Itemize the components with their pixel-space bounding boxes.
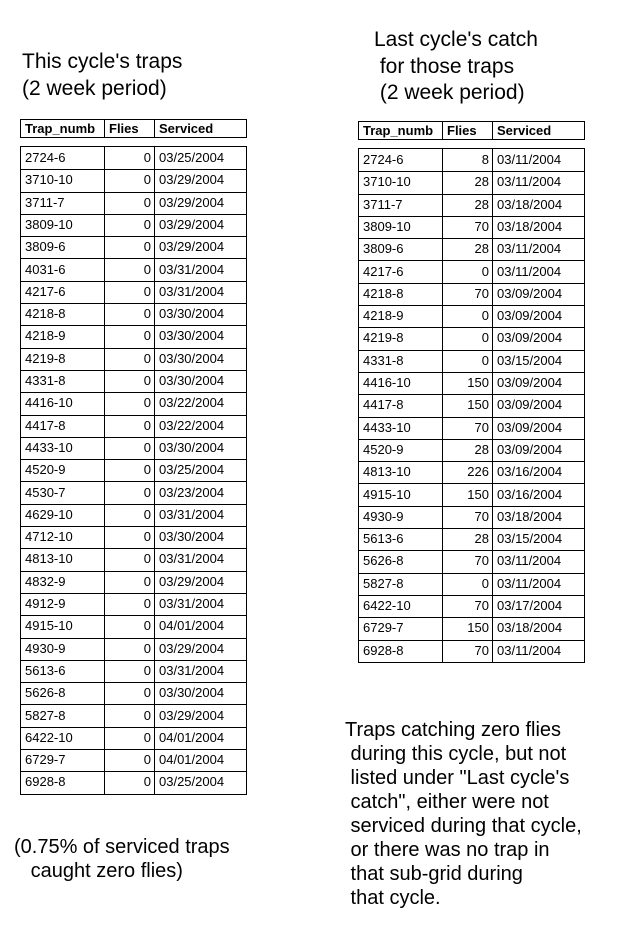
cell-trap: 4416-10 (25, 395, 73, 411)
cell-serviced: 03/31/2004 (159, 261, 225, 277)
table-row (359, 394, 584, 417)
cell-serviced: 03/18/2004 (497, 218, 563, 234)
cell-flies: 0 (143, 596, 151, 611)
cell-serviced: 04/01/2004 (159, 729, 225, 745)
left-table-header (20, 119, 247, 138)
table-row (21, 482, 246, 505)
cell-serviced: 03/09/2004 (497, 375, 563, 390)
cell-flies: 0 (143, 328, 151, 344)
cell-serviced: 03/29/2004 (159, 707, 225, 723)
cell-trap: 4915-10 (25, 618, 73, 634)
cell-serviced: 03/30/2004 (159, 439, 225, 455)
table-row (21, 660, 246, 683)
left-note: (0.75% of serviced traps caught zero flies) (14, 836, 230, 882)
cell-flies: 0 (143, 551, 151, 567)
table-row (21, 415, 246, 438)
cell-trap: 5626-8 (25, 685, 66, 701)
table-row (21, 303, 246, 326)
cell-flies: 0 (143, 150, 151, 165)
table-row (21, 437, 246, 460)
cell-trap: 3711-7 (25, 194, 65, 210)
table-row (21, 593, 246, 616)
cell-serviced: 03/29/2004 (159, 216, 225, 232)
cell-serviced: 03/30/2004 (159, 685, 225, 701)
cell-flies: 0 (481, 575, 489, 591)
cell-trap: 5613-6 (363, 531, 404, 547)
table-row (21, 392, 246, 415)
cell-flies: 0 (143, 417, 151, 433)
cell-trap: 4218-9 (25, 328, 66, 344)
table-row (359, 528, 584, 551)
cell-serviced: 03/29/2004 (159, 573, 225, 589)
cell-flies: 0 (143, 462, 151, 478)
table-row (359, 372, 584, 395)
table-row (359, 327, 584, 350)
table-row (21, 705, 246, 728)
cell-flies: 0 (143, 685, 151, 701)
table-row (359, 550, 584, 573)
table-row (359, 149, 584, 172)
table-row (21, 370, 246, 393)
cell-flies: 70 (474, 598, 489, 613)
table-row (21, 526, 246, 549)
cell-serviced: 03/09/2004 (497, 441, 563, 457)
cell-trap: 5613-6 (25, 662, 66, 678)
cell-serviced: 03/09/2004 (497, 397, 563, 413)
cell-serviced: 03/09/2004 (497, 308, 563, 324)
cell-serviced: 03/16/2004 (497, 464, 563, 480)
cell-flies: 0 (143, 439, 151, 455)
cell-trap: 4813-10 (25, 551, 73, 567)
table-row (21, 504, 246, 527)
cell-serviced: 03/09/2004 (497, 330, 563, 346)
right-table-header-flies: Flies (447, 123, 477, 138)
cell-flies: 0 (143, 283, 151, 299)
cell-trap: 4433-10 (25, 439, 73, 455)
cell-serviced: 03/29/2004 (159, 239, 225, 255)
cell-trap: 2724-6 (25, 150, 66, 165)
cell-serviced: 03/25/2004 (159, 774, 225, 790)
cell-trap: 4832-9 (25, 573, 66, 589)
cell-trap: 4530-7 (25, 484, 66, 500)
cell-flies: 150 (467, 375, 489, 390)
cell-flies: 28 (474, 241, 489, 257)
cell-flies: 0 (143, 529, 151, 545)
cell-flies: 0 (143, 373, 151, 388)
cell-flies: 70 (474, 642, 489, 658)
cell-trap: 3809-10 (25, 216, 73, 232)
table-row (359, 261, 584, 284)
cell-flies: 28 (474, 441, 489, 457)
cell-trap: 3711-7 (363, 196, 403, 212)
right-table-header-serviced: Serviced (497, 123, 552, 138)
cell-flies: 0 (481, 308, 489, 324)
cell-flies: 0 (143, 752, 151, 768)
cell-flies: 0 (143, 618, 151, 634)
cell-trap: 6729-7 (25, 752, 66, 768)
cell-flies: 150 (467, 397, 489, 413)
cell-flies: 150 (467, 486, 489, 502)
table-row (359, 417, 584, 440)
cell-trap: 3809-6 (363, 241, 404, 257)
left-table-header-trap: Trap_numb (25, 121, 96, 136)
cell-trap: 3710-10 (25, 172, 73, 188)
cell-serviced: 03/29/2004 (159, 194, 225, 210)
cell-flies: 0 (143, 306, 151, 322)
cell-serviced: 03/22/2004 (159, 417, 225, 433)
right-note: Traps catching zero flies during this cycle, but not listed under "Last cycle's catch", either were not serviced during that cycle, or there was no trap in that sub-grid during that cycle. (345, 719, 582, 909)
table-row (359, 194, 584, 217)
cell-flies: 0 (143, 194, 151, 210)
cell-serviced: 03/11/2004 (497, 263, 562, 279)
table-row (359, 171, 584, 194)
cell-flies: 0 (143, 573, 151, 589)
right-table-body (358, 148, 585, 663)
cell-serviced: 03/11/2004 (497, 152, 562, 167)
cell-serviced: 03/11/2004 (497, 241, 562, 257)
cell-trap: 4331-8 (25, 373, 66, 388)
cell-trap: 6928-8 (363, 642, 404, 658)
cell-flies: 70 (474, 218, 489, 234)
cell-trap: 5827-8 (363, 575, 404, 591)
cell-trap: 6928-8 (25, 774, 66, 790)
cell-trap: 4629-10 (25, 506, 73, 522)
cell-trap: 4218-8 (363, 285, 404, 301)
cell-flies: 0 (143, 506, 151, 522)
table-row (359, 350, 584, 373)
cell-serviced: 03/30/2004 (159, 306, 225, 322)
cell-flies: 0 (143, 172, 151, 188)
table-row (21, 749, 246, 772)
cell-serviced: 04/01/2004 (159, 752, 225, 768)
cell-serviced: 03/11/2004 (497, 553, 562, 569)
cell-serviced: 03/31/2004 (159, 506, 225, 522)
cell-serviced: 03/22/2004 (159, 395, 225, 411)
table-row (21, 147, 246, 170)
table-row (359, 439, 584, 462)
cell-trap: 4912-9 (25, 596, 66, 611)
left-table-body (20, 146, 247, 795)
cell-flies: 0 (481, 352, 489, 368)
table-row (359, 506, 584, 529)
cell-trap: 4218-8 (25, 306, 66, 322)
cell-flies: 70 (474, 508, 489, 524)
cell-serviced: 03/29/2004 (159, 640, 225, 656)
table-row (21, 348, 246, 371)
cell-serviced: 03/17/2004 (497, 598, 563, 613)
cell-flies: 8 (481, 152, 489, 167)
table-row (21, 236, 246, 259)
cell-flies: 28 (474, 196, 489, 212)
cell-flies: 0 (481, 330, 489, 346)
cell-flies: 0 (143, 729, 151, 745)
table-row (359, 283, 584, 306)
cell-flies: 70 (474, 285, 489, 301)
cell-flies: 70 (474, 419, 489, 435)
cell-flies: 150 (467, 620, 489, 636)
cell-serviced: 03/31/2004 (159, 596, 225, 611)
cell-trap: 4217-6 (363, 263, 404, 279)
cell-trap: 4416-10 (363, 375, 411, 390)
table-row (21, 459, 246, 482)
cell-serviced: 03/18/2004 (497, 196, 563, 212)
cell-serviced: 03/30/2004 (159, 328, 225, 344)
cell-serviced: 03/25/2004 (159, 462, 225, 478)
cell-serviced: 03/09/2004 (497, 285, 563, 301)
cell-flies: 0 (143, 261, 151, 277)
cell-serviced: 03/31/2004 (159, 662, 225, 678)
table-row (359, 216, 584, 239)
cell-flies: 226 (467, 464, 489, 480)
cell-serviced: 04/01/2004 (159, 618, 225, 634)
cell-serviced: 03/09/2004 (497, 419, 563, 435)
cell-trap: 4217-6 (25, 283, 66, 299)
cell-serviced: 03/15/2004 (497, 352, 563, 368)
table-row (21, 214, 246, 237)
cell-trap: 6729-7 (363, 620, 404, 636)
left-heading: This cycle's traps (2 week period) (22, 50, 183, 100)
left-table-header-serviced: Serviced (159, 121, 214, 136)
cell-serviced: 03/30/2004 (159, 529, 225, 545)
table-row (359, 640, 584, 662)
table-row (21, 192, 246, 215)
table-row (21, 771, 246, 793)
cell-serviced: 03/30/2004 (159, 373, 225, 388)
cell-trap: 4813-10 (363, 464, 411, 480)
cell-trap: 4433-10 (363, 419, 411, 435)
cell-trap: 4219-8 (25, 350, 66, 366)
cell-serviced: 03/31/2004 (159, 283, 225, 299)
table-row (359, 595, 584, 618)
cell-trap: 4417-8 (25, 417, 66, 433)
table-row (359, 617, 584, 640)
right-table-header (358, 121, 585, 140)
cell-serviced: 03/11/2004 (497, 174, 562, 190)
cell-flies: 70 (474, 553, 489, 569)
cell-trap: 6422-10 (363, 598, 411, 613)
table-row (359, 305, 584, 328)
cell-serviced: 03/11/2004 (497, 575, 562, 591)
cell-flies: 0 (143, 395, 151, 411)
cell-trap: 4930-9 (25, 640, 66, 656)
cell-trap: 5827-8 (25, 707, 66, 723)
table-row (21, 325, 246, 348)
cell-serviced: 03/15/2004 (497, 531, 563, 547)
table-row (359, 573, 584, 596)
table-row (21, 571, 246, 594)
table-row (21, 727, 246, 750)
cell-trap: 4031-6 (25, 261, 66, 277)
cell-serviced: 03/18/2004 (497, 620, 563, 636)
cell-flies: 0 (481, 263, 489, 279)
cell-trap: 4930-9 (363, 508, 404, 524)
cell-trap: 5626-8 (363, 553, 404, 569)
cell-trap: 4417-8 (363, 397, 404, 413)
cell-serviced: 03/29/2004 (159, 172, 225, 188)
cell-flies: 28 (474, 174, 489, 190)
cell-serviced: 03/25/2004 (159, 150, 225, 165)
cell-serviced: 03/30/2004 (159, 350, 225, 366)
table-row (21, 259, 246, 282)
cell-flies: 0 (143, 640, 151, 656)
cell-trap: 3809-10 (363, 218, 411, 234)
cell-trap: 4218-9 (363, 308, 404, 324)
cell-trap: 6422-10 (25, 729, 73, 745)
cell-serviced: 03/31/2004 (159, 551, 225, 567)
table-row (359, 238, 584, 261)
cell-trap: 4219-8 (363, 330, 404, 346)
right-table-header-trap: Trap_numb (363, 123, 434, 138)
table-row (359, 461, 584, 484)
cell-flies: 0 (143, 774, 151, 790)
cell-trap: 4712-10 (25, 529, 73, 545)
cell-serviced: 03/18/2004 (497, 508, 563, 524)
cell-flies: 28 (474, 531, 489, 547)
table-row (21, 615, 246, 638)
left-table-header-flies: Flies (109, 121, 139, 136)
cell-flies: 0 (143, 484, 151, 500)
cell-trap: 4520-9 (25, 462, 66, 478)
table-row (21, 638, 246, 661)
table-row (359, 484, 584, 507)
cell-flies: 0 (143, 216, 151, 232)
cell-flies: 0 (143, 707, 151, 723)
table-row (21, 169, 246, 192)
cell-flies: 0 (143, 350, 151, 366)
table-row (21, 682, 246, 705)
cell-flies: 0 (143, 662, 151, 678)
cell-trap: 3710-10 (363, 174, 411, 190)
cell-flies: 0 (143, 239, 151, 255)
cell-serviced: 03/11/2004 (497, 642, 562, 658)
table-row (21, 281, 246, 304)
cell-trap: 2724-6 (363, 152, 404, 167)
cell-serviced: 03/16/2004 (497, 486, 563, 502)
cell-trap: 4915-10 (363, 486, 411, 502)
cell-trap: 3809-6 (25, 239, 66, 255)
cell-trap: 4331-8 (363, 352, 404, 368)
table-row (21, 548, 246, 571)
cell-trap: 4520-9 (363, 441, 404, 457)
right-heading: Last cycle's catch for those traps (2 week period) (374, 28, 538, 104)
cell-serviced: 03/23/2004 (159, 484, 225, 500)
